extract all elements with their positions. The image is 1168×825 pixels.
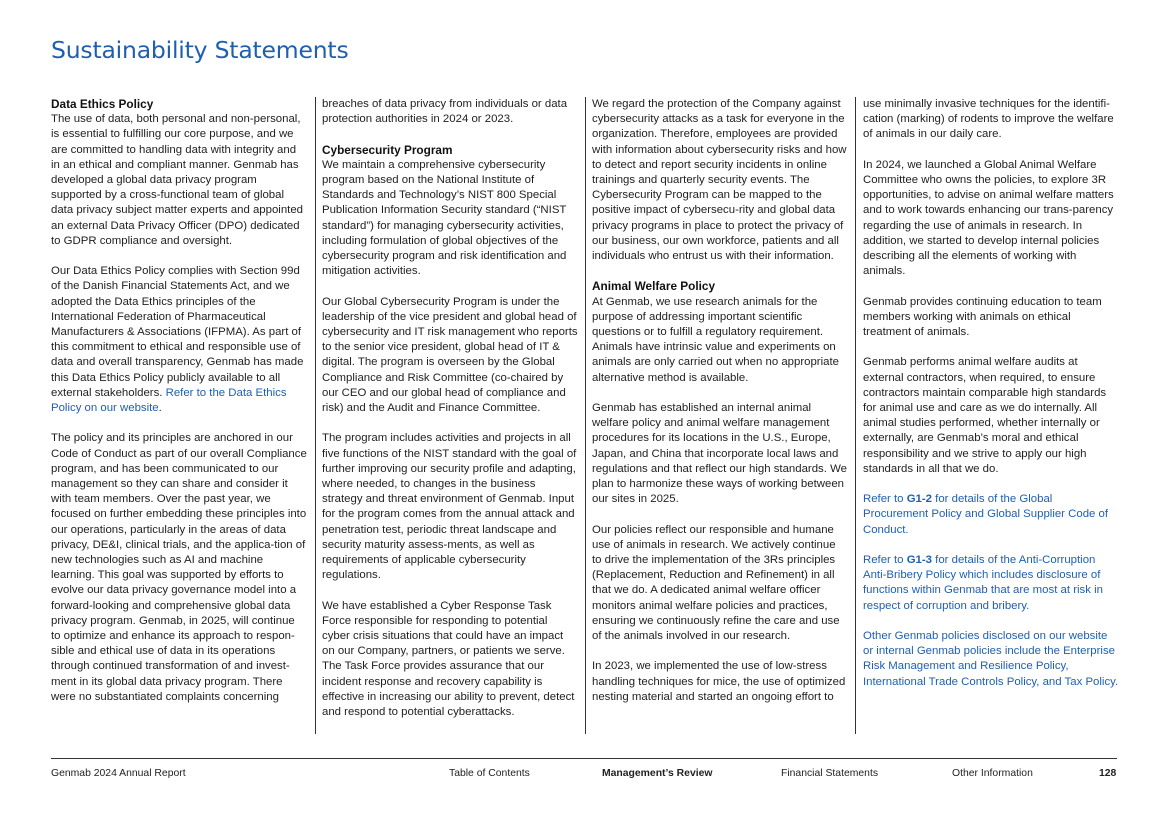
ref-code: G1-3 (906, 554, 933, 567)
paragraph: The policy and its principles are anchored in our Code of Conduct as part of our overall Compliance program, and has been communicated to our management so they can share and consider it with team members. Over the past year, we focused on further embedding these principles into our operations, particularly in the areas of data privacy, DE&I, clinical trials, and the applica-tion of new technologies such as AI and machine learning. This goal was supported by efforts to evolve our data privacy governance model into a forward-looking and comprehensive global data privacy program. Genmab, in 2025, will continue to optimize and enhance its approach to respon-sible and ethical use of data in its operations through continued transformation of and invest-ment in its global data privacy program. There were no substantiated complaints concerning (51, 432, 307, 703)
ref-text: for details of the Global Procurement Policy and Global Supplier Code of Conduct. (863, 493, 1109, 536)
paragraph: breaches of data privacy from individuals or data protection authorities in 2024 or 2023. (322, 98, 568, 126)
ref-text: for details of the Anti-Corruption Anti-Bribery Policy which includes disclosure of functions within Genmab that are most at risk in respect of corruption and bribery. (863, 554, 1103, 612)
ref-text: Refer to (863, 493, 907, 506)
period: . (158, 402, 162, 415)
paragraph (51, 264, 307, 416)
column-2 (315, 97, 578, 734)
paragraph: We maintain a comprehensive cybersecurity program based on the National Institute of Standards and Technology’s NIST 800 Special Publication Information Security standard (“NIST standard”) for managing cybersecurity activities, including formulation of global objectives of the cybersecurity program and risk identification and mitigation activities. (322, 158, 567, 278)
footer-managements-review-link[interactable]: Management’s Review (602, 768, 713, 779)
paragraph-text: Our Data Ethics Policy complies with Section 99d of the Danish Financial Statements Act, and we adopted the Data Ethics principles of the International Federation of Pharmaceutical Manufacturers & Associations (IFPMA). As part of this commitment to ethical and responsible use of data and overall transparency, Genmab has made this Data Ethics Policy publicly available to all external stakeholders. (51, 265, 304, 399)
paragraph: At Genmab, we use research animals for the purpose of addressing important scientific questions or to fulfill a regulatory requirement. Animals have intrinsic value and experiments on animals are only carried out when no appropriate alternative method is available. (592, 295, 839, 384)
footer-divider (51, 758, 1117, 759)
animal-welfare-heading: Animal Welfare Policy (592, 279, 716, 294)
data-ethics-policy-link[interactable]: Refer to the Data Ethics Policy on our website (51, 386, 287, 415)
paragraph: Our Global Cybersecurity Program is under the leadership of the vice president and global head of cybersecurity and IT risk management who reports to the senior vice president, global head of IT & digital. The program is overseen by the Global Compliance and Risk Committee (co-chaired by our CEO and our global head of compliance and risk) and the Audit and Finance Committee. (322, 295, 578, 415)
footer-financial-statements-link[interactable]: Financial Statements (781, 768, 879, 779)
column-4 (855, 97, 1120, 734)
g1-3-reference-link[interactable] (863, 553, 1120, 614)
paragraph: In 2023, we implemented the use of low-stress handling techniques for mice, the use of optimized nesting material and started an ongoing effort to (592, 660, 846, 703)
paragraph: use minimally invasive techniques for the identifi-cation (marking) of rodents to improve the welfare of animals in our daily care. (863, 98, 1114, 141)
footer-report-title: Genmab 2024 Annual Report (51, 768, 186, 779)
paragraph: We have established a Cyber Response Task Force responsible for responding to potential cyber crisis situations that could have an impact on our Company, partners, or patients we serve. The Task Force provides assurance that our incident response and recovery capability is effective in increasing our ability to prevent, detect and respond to potential cyberattacks. (322, 599, 575, 719)
ref-code: G1-2 (906, 493, 933, 506)
paragraph: We regard the protection of the Company against cybersecurity attacks as a task for everyone in the organization. Therefore, employees are provided with information about cybersecurity risks and how to detect and report security incidents in online trainings and quarterly security events. The Cybersecurity Program can be mapped to the positive impact of cybersecu-rity and global data privacy programs in place to protect the privacy of our business, our own workforce, patients and all individuals who entrust us with their information. (592, 98, 847, 263)
column-3 (585, 97, 847, 734)
g1-2-reference-link[interactable] (863, 492, 1120, 538)
paragraph: The use of data, both personal and non-personal, is essential to fulfilling our core purpose, and we are committed to handling data with integrity and in an ethical and compliant manner. Genmab has developed a global data privacy program supported by a cross-functional team of global data privacy subject matter experts and appointed an external Data Privacy Officer (DPO) dedicated to GDPR compliance and oversight. (51, 113, 304, 247)
paragraph: Genmab has established an internal animal welfare policy and animal welfare management procedures for its locations in the U.S., Europe, Japan, and China that incorporate local laws and regulations and that reflect our high standards. We plan to harmonize these ways of working between our sites in 2025. (592, 402, 847, 506)
paragraph: Genmab performs animal welfare audits at external contractors, when required, to ensure contractors maintain comparable high standards for animal use and care as we do internally. All animal studies performed, whether internally or externally, are Genmab’s moral and ethical responsibility and we strive to apply our high standards in all that we do. (863, 356, 1107, 475)
paragraph: Our policies reflect our responsible and humane use of animals in research. We actively continue to drive the implementation of the 3Rs principles (Replacement, Reduction and Refinement) in all that we do. A dedicated animal welfare officer monitors animal welfare policies and practices, ensuring we continuously refine the care and use of the animals involved in our research. (592, 523, 840, 643)
page-title: Sustainability Statements (51, 36, 349, 64)
footer-other-information-link[interactable]: Other Information (952, 768, 1033, 779)
paragraph: Genmab provides continuing education to team members working with animals on ethical treatment of animals. (863, 295, 1102, 339)
column-1 (51, 97, 307, 734)
ref-text: Refer to (863, 554, 907, 567)
page-number: 128 (1099, 768, 1117, 779)
other-policies-link[interactable]: Other Genmab policies disclosed on our website or internal Genmab policies include the Enterprise Risk Management and Resilience Policy, International Trade Controls Policy, and Tax Policy. (863, 630, 1119, 688)
data-ethics-heading: Data Ethics Policy (51, 97, 154, 111)
paragraph: In 2024, we launched a Global Animal Welfare Committee who owns the policies, to explore 3R opportunities, to advise on animal welfare matters and to work towards enhancing our trans-parency regarding the use of animals in research. In addition, we started to develop internal policies describing all the elements of working with animals. (863, 158, 1114, 278)
paragraph: The program includes activities and projects in all five functions of the NIST standard with the goal of further improving our security profile and adapting, where needed, to changes in the business strategy and threat environment of Genmab. Input for the program comes from the annual attack and penetration test, periodic threat landscape and security maturity assess-ments, as well as requirements of applicable cybersecurity regulations. (322, 432, 577, 582)
footer-table-of-contents-link[interactable]: Table of Contents (449, 768, 530, 779)
cybersecurity-heading: Cybersecurity Program (322, 142, 453, 157)
